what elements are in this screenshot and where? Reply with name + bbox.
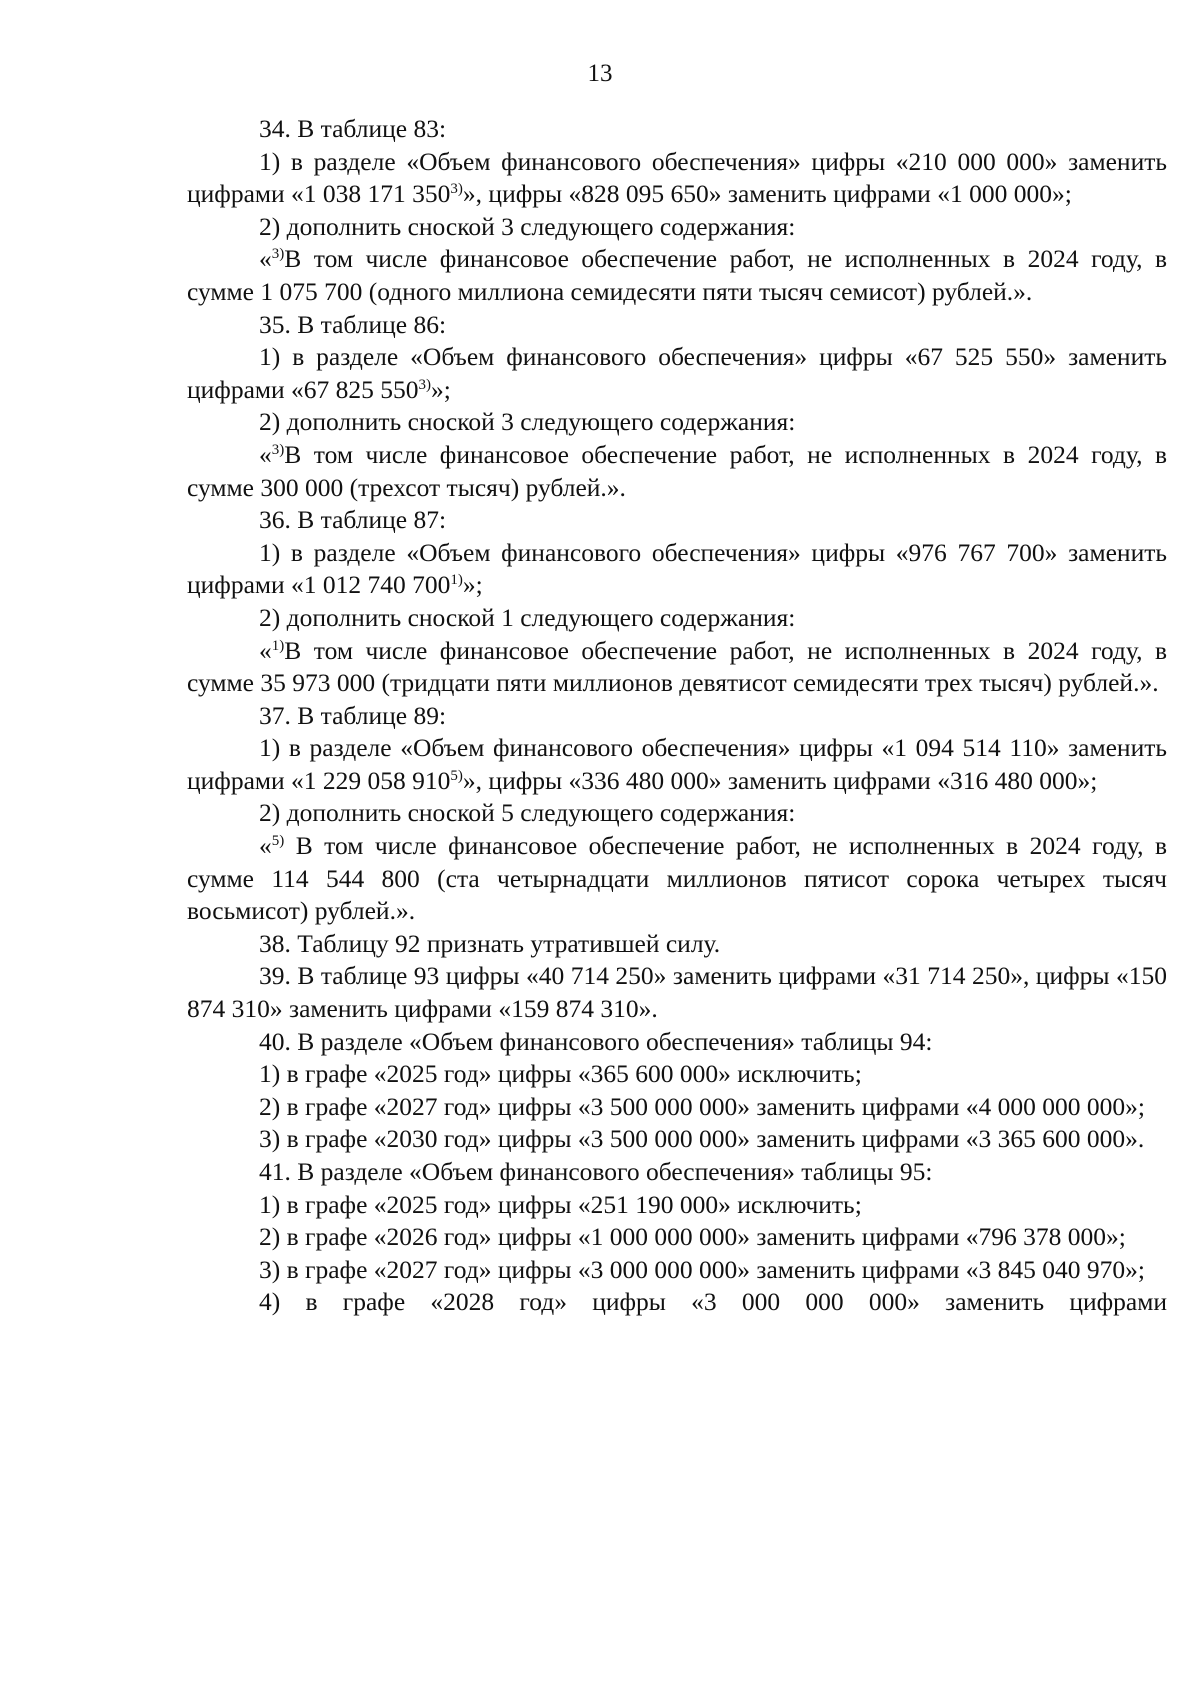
- text-run: 4) в графе «2028 год» цифры «3 000 000 000» заменить цифрами: [259, 1287, 1167, 1317]
- paragraph-39: [187, 960, 1167, 1025]
- page-number: 13: [587, 60, 613, 87]
- text-run: 3) в графе «2030 год» цифры «3 500 000 000» заменить цифрами «3 365 600 000».: [259, 1124, 1145, 1154]
- document-body: [187, 113, 1167, 1319]
- paragraph-41-2: [187, 1221, 1167, 1254]
- text-run: 39. В таблице 93 цифры «40 714 250» заменить цифрами «31 714 250», цифры «150 874 310» заменить цифрами «159 874 310».: [187, 961, 1167, 1024]
- text-run: », цифры «828 095 650» заменить цифрами «1 000 000»;: [462, 179, 1072, 209]
- paragraph-36: [187, 504, 1167, 537]
- footnote-ref: 1): [450, 572, 463, 589]
- text-run: 1) в разделе «Объем финансового обеспечения» цифры «67 525 550» заменить цифрами «67 825 550: [187, 342, 1167, 404]
- footnote-ref: 1): [271, 637, 285, 654]
- text-run: «: [259, 439, 272, 469]
- text-run: В том числе финансовое обеспечение работ, не исполненных в 2024 году, в сумме 1 075 700 (одного миллиона семидесяти пяти тысяч семисот) рублей.».: [187, 244, 1167, 306]
- paragraph-34: [187, 113, 1167, 146]
- paragraph-36-2: [187, 602, 1167, 635]
- text-run: 2) дополнить сноской 3 следующего содержания:: [259, 407, 796, 437]
- text-run: 2) дополнить сноской 5 следующего содержания:: [259, 798, 796, 828]
- paragraph-37-2: [187, 797, 1167, 830]
- text-run: 34. В таблице 83:: [259, 114, 447, 143]
- footnote-text-37: [187, 830, 1167, 928]
- text-run: 37. В таблице 89:: [259, 700, 447, 730]
- text-run: »;: [462, 570, 483, 600]
- text-run: »;: [431, 374, 451, 404]
- text-run: 35. В таблице 86:: [259, 309, 447, 339]
- text-run: В том числе финансовое обеспечение работ, не исполненных в 2024 году, в сумме 35 973 000 (тридцати пяти миллионов девятисот семидесяти трех тысяч) рублей.».: [187, 635, 1167, 698]
- text-run: «: [259, 635, 272, 665]
- paragraph-41-3: [187, 1254, 1167, 1287]
- paragraph-34-1: [187, 146, 1167, 211]
- text-run: 1) в разделе «Объем финансового обеспечения» цифры «210 000 000» заменить цифрами «1 038 171 350: [187, 146, 1167, 209]
- paragraph-37: [187, 700, 1167, 733]
- text-run: 1) в графе «2025 год» цифры «251 190 000» исключить;: [259, 1189, 862, 1219]
- footnote-ref: 3): [450, 181, 463, 198]
- text-run: 41. В разделе «Объем финансового обеспечения» таблицы 95:: [259, 1157, 933, 1186]
- text-run: 1) в разделе «Объем финансового обеспечения» цифры «976 767 700» заменить цифрами «1 012 740 700: [187, 537, 1167, 600]
- paragraph-35: [187, 309, 1167, 342]
- footnote-ref: 3): [271, 246, 285, 263]
- paragraph-35-2: [187, 406, 1167, 439]
- paragraph-41-4: [187, 1286, 1167, 1319]
- text-run: В том числе финансовое обеспечение работ, не исполненных в 2024 году, в сумме 300 000 (трехсот тысяч) рублей.».: [187, 439, 1167, 502]
- text-run: 2) в графе «2027 год» цифры «3 500 000 000» заменить цифрами «4 000 000 000»;: [259, 1091, 1145, 1121]
- text-run: 40. В разделе «Объем финансового обеспечения» таблицы 94:: [259, 1026, 933, 1056]
- text-run: 38. Таблицу 92 признать утратившей силу.: [259, 928, 721, 958]
- footnote-ref: 3): [418, 376, 432, 393]
- footnote-text-34: [187, 243, 1167, 308]
- text-run: 1) в графе «2025 год» цифры «365 600 000» исключить;: [259, 1059, 862, 1089]
- footnote-ref: 5): [271, 833, 285, 850]
- paragraph-40-3: [187, 1123, 1167, 1156]
- paragraph-37-1: [187, 732, 1167, 797]
- paragraph-40-1: [187, 1058, 1167, 1091]
- paragraph-41-1: [187, 1189, 1167, 1222]
- text-run: 2) в графе «2026 год» цифры «1 000 000 000» заменить цифрами «796 378 000»;: [259, 1222, 1126, 1252]
- text-run: 3) в графе «2027 год» цифры «3 000 000 000» заменить цифрами «3 845 040 970»;: [259, 1254, 1145, 1284]
- footnote-text-35: [187, 439, 1167, 504]
- footnote-ref: 5): [450, 767, 463, 784]
- text-run: «: [259, 244, 272, 274]
- text-run: 1) в разделе «Объем финансового обеспечения» цифры «1 094 514 110» заменить цифрами «1 229 058 910: [187, 733, 1167, 795]
- paragraph-41: [187, 1156, 1167, 1189]
- text-run: 2) дополнить сноской 3 следующего содержания:: [259, 211, 796, 241]
- text-run: «: [259, 831, 272, 861]
- paragraph-35-1: [187, 341, 1167, 406]
- text-run: 2) дополнить сноской 1 следующего содержания:: [259, 602, 796, 632]
- text-run: », цифры «336 480 000» заменить цифрами «316 480 000»;: [462, 765, 1098, 795]
- footnote-text-36: [187, 635, 1167, 700]
- paragraph-36-1: [187, 537, 1167, 602]
- paragraph-38: [187, 928, 1167, 961]
- paragraph-40-2: [187, 1091, 1167, 1124]
- footnote-ref: 3): [271, 441, 285, 458]
- text-run: 36. В таблице 87:: [259, 505, 447, 535]
- paragraph-40: [187, 1026, 1167, 1059]
- text-run: В том числе финансовое обеспечение работ, не исполненных в 2024 году, в сумме 114 544 800 (ста четырнадцати миллионов пятисот сорока четырех тысяч восьмисот) рублей.».: [187, 831, 1167, 926]
- paragraph-34-2: [187, 211, 1167, 244]
